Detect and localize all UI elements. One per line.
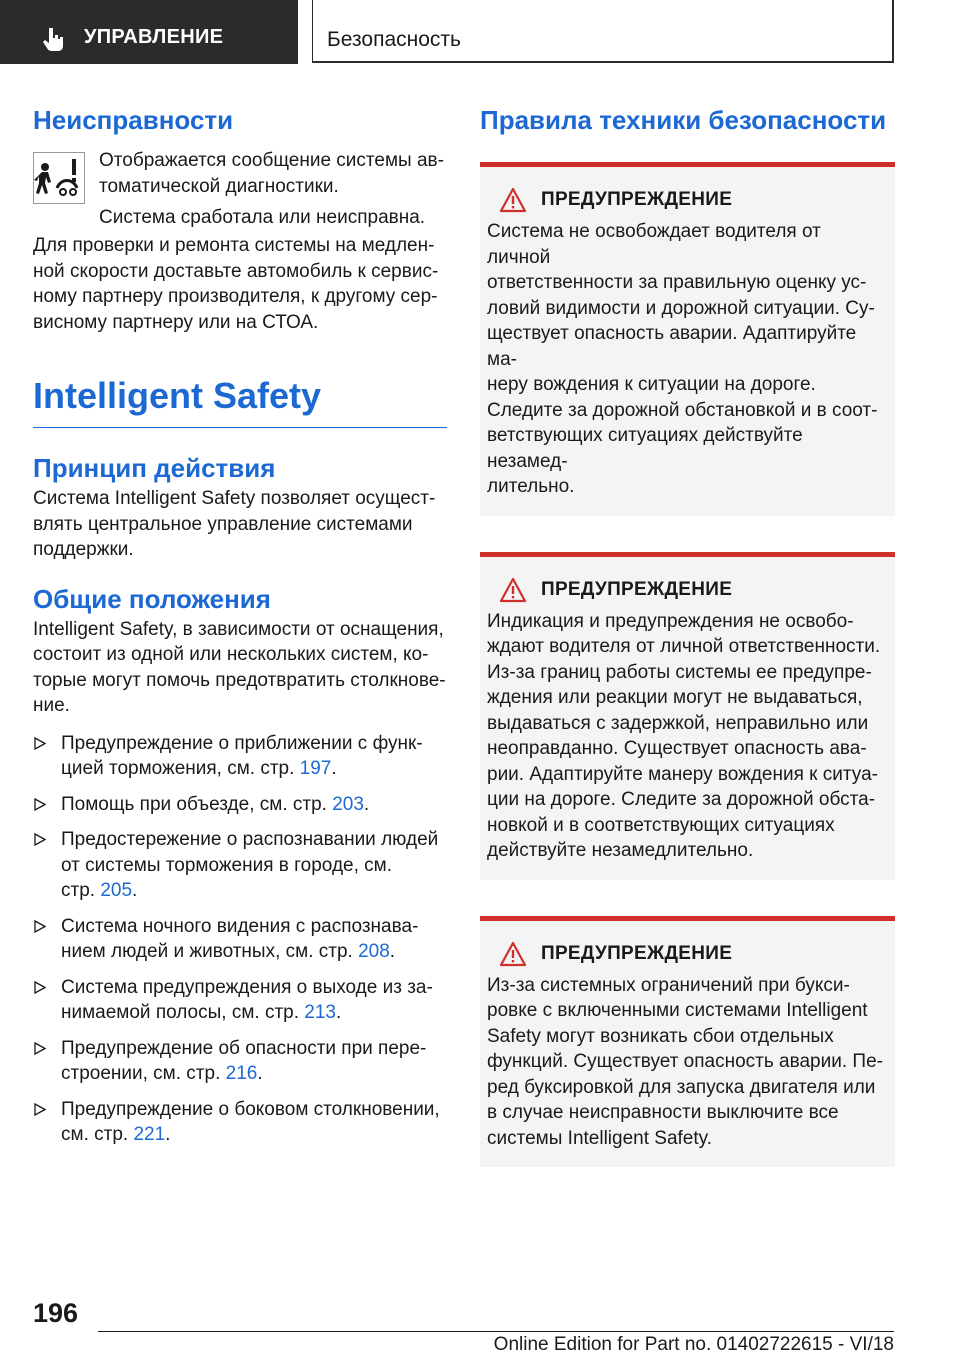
- list-item: [33, 827, 447, 904]
- main-title: Intelligent Safety: [33, 375, 322, 416]
- warning-header: [499, 187, 888, 213]
- triangle-bullet-icon: [34, 1103, 46, 1116]
- page-link[interactable]: 205: [100, 880, 133, 901]
- page-link[interactable]: 213: [304, 1002, 336, 1023]
- triangle-bullet-icon: [34, 798, 46, 811]
- warning-label: ПРЕДУПРЕЖДЕНИЕ: [541, 189, 733, 211]
- safety-heading: Правила техники безопасности: [480, 105, 887, 135]
- right-column: [480, 104, 895, 1167]
- list-item-end: .: [389, 941, 396, 962]
- edition-text: Online Edition for Part no. 01402722615 - VI/18: [493, 1334, 894, 1355]
- chapter-tab: [0, 0, 298, 64]
- warning-label: ПРЕДУПРЕЖДЕНИЕ: [541, 942, 733, 964]
- list-item: [33, 1036, 447, 1087]
- chapter-label: УПРАВЛЕНИЕ: [84, 26, 224, 48]
- warning-box: [480, 916, 895, 1168]
- section-label: Безопасность: [327, 28, 461, 51]
- list-item-text: Система предупреждения о выходе из за- нимаемой полосы, см. стр.: [61, 976, 433, 1023]
- warning-triangle-icon: [499, 577, 527, 603]
- list-item-end: .: [132, 880, 138, 901]
- list-item-text: Предупреждение о боковом столкновении, см. стр.: [61, 1098, 440, 1145]
- feature-list: [33, 731, 447, 1148]
- list-item-end: .: [165, 1124, 171, 1145]
- list-item: [33, 792, 447, 818]
- hand-pointer-icon: [40, 26, 66, 52]
- faults-heading: Неисправности: [33, 105, 234, 135]
- page-link[interactable]: 203: [332, 793, 364, 815]
- list-item-end: .: [363, 793, 370, 815]
- list-item-text: Предупреждение об опасности при пере- строении, см. стр.: [61, 1037, 427, 1084]
- footer-rule: [98, 1331, 894, 1332]
- triangle-bullet-icon: [34, 1042, 46, 1055]
- list-item-end: .: [336, 1002, 342, 1023]
- warnings-container: [480, 162, 895, 1167]
- page-link[interactable]: 216: [225, 1063, 258, 1084]
- list-item-end: .: [257, 1063, 263, 1084]
- page-link[interactable]: 197: [299, 758, 332, 779]
- warning-box: [480, 162, 895, 516]
- page-number: 196: [33, 1298, 79, 1328]
- list-item-text: Предупреждение о приближении с функ- цией торможения, см. стр.: [61, 732, 423, 779]
- triangle-bullet-icon: [34, 737, 46, 750]
- left-column: [33, 104, 447, 1158]
- list-item-text: Система ночного видения с распознава- нием людей и животных, см. стр.: [61, 915, 419, 962]
- list-item: [33, 975, 447, 1026]
- general-paragraph: Intelligent Safety, в зависимости от оснащения, состоит из одной или нескольких систем, ко- торые могут помочь предотвратить столкнове- ние.: [33, 618, 446, 716]
- fault-line-2: Система сработала или неисправна.: [99, 207, 426, 228]
- fault-line-1: Отображается сообщение системы ав- томатической диагностики.: [99, 150, 444, 197]
- list-item: [33, 914, 447, 965]
- list-item-text: Предостережение о распознавании людей от системы торможения в городе, см. стр.: [61, 829, 439, 901]
- list-item-text: Помощь при объезде, см. стр.: [61, 793, 333, 815]
- warning-box: [480, 552, 895, 880]
- list-item-end: .: [331, 758, 337, 779]
- fault-paragraph: Для проверки и ремонта системы на медлен- ной скорости доставьте автомобиль к сервис- ному партнеру производителя, к другому сер- висному партнеру или на СТОА.: [33, 235, 439, 333]
- list-item: [33, 1097, 447, 1148]
- warning-text: Из-за системных ограничений при букси- ровке с включенными системами Intelligent Safety могут возникать сбои отдельных функций. Существует опасность аварии. Пе- ред буксировкой для запуска двигателя или в случае неисправности выключите все системы Intelligent Safety.: [487, 974, 883, 1149]
- warning-label: ПРЕДУПРЕЖДЕНИЕ: [541, 578, 733, 600]
- list-item: [33, 731, 447, 782]
- page-link[interactable]: 221: [133, 1124, 166, 1145]
- warning-header: [499, 577, 888, 603]
- main-title-block: [33, 375, 447, 428]
- triangle-bullet-icon: [34, 920, 46, 933]
- warning-header: [499, 941, 888, 967]
- general-heading: Общие положения: [33, 583, 271, 614]
- fault-message: [33, 148, 447, 231]
- warning-triangle-icon: [499, 187, 527, 213]
- page-link[interactable]: 208: [358, 941, 390, 962]
- triangle-bullet-icon: [34, 833, 46, 846]
- warning-text: Индикация и предупреждения не освобо- ждают водителя от личной ответственности. Из-за границ работы системы ее предупре- ждения или реакции могут не выдаваться, выдаваться с задержкой, неправильно или неоправданно. Существует опасность ава- рии. Адаптируйте манеру вождения к ситуа- ции на дороге. Следите за дорожной обста- новкой и в соответствующих ситуациях действуйте незамедлительно.: [487, 610, 881, 861]
- warning-text: Система не освобождает водителя от личной ответственности за правильную оценку ус- ловий видимости и дорожной ситуации. Су- ществует опасность аварии. Адаптируйте ма- неру вождения к ситуации на дороге. Следите за дорожной обстановкой и в соот- ветствующих ситуациях действуйте незамед- лительно.: [487, 221, 878, 497]
- triangle-bullet-icon: [34, 981, 46, 994]
- principle-heading: Принцип действия: [33, 453, 276, 483]
- section-header: [312, 0, 894, 63]
- warning-triangle-icon: [499, 941, 527, 967]
- principle-paragraph: Система Intelligent Safety позволяет осущест- влять центральное управление системами поддержки.: [33, 488, 436, 560]
- pedestrian-warning-icon: [33, 152, 85, 204]
